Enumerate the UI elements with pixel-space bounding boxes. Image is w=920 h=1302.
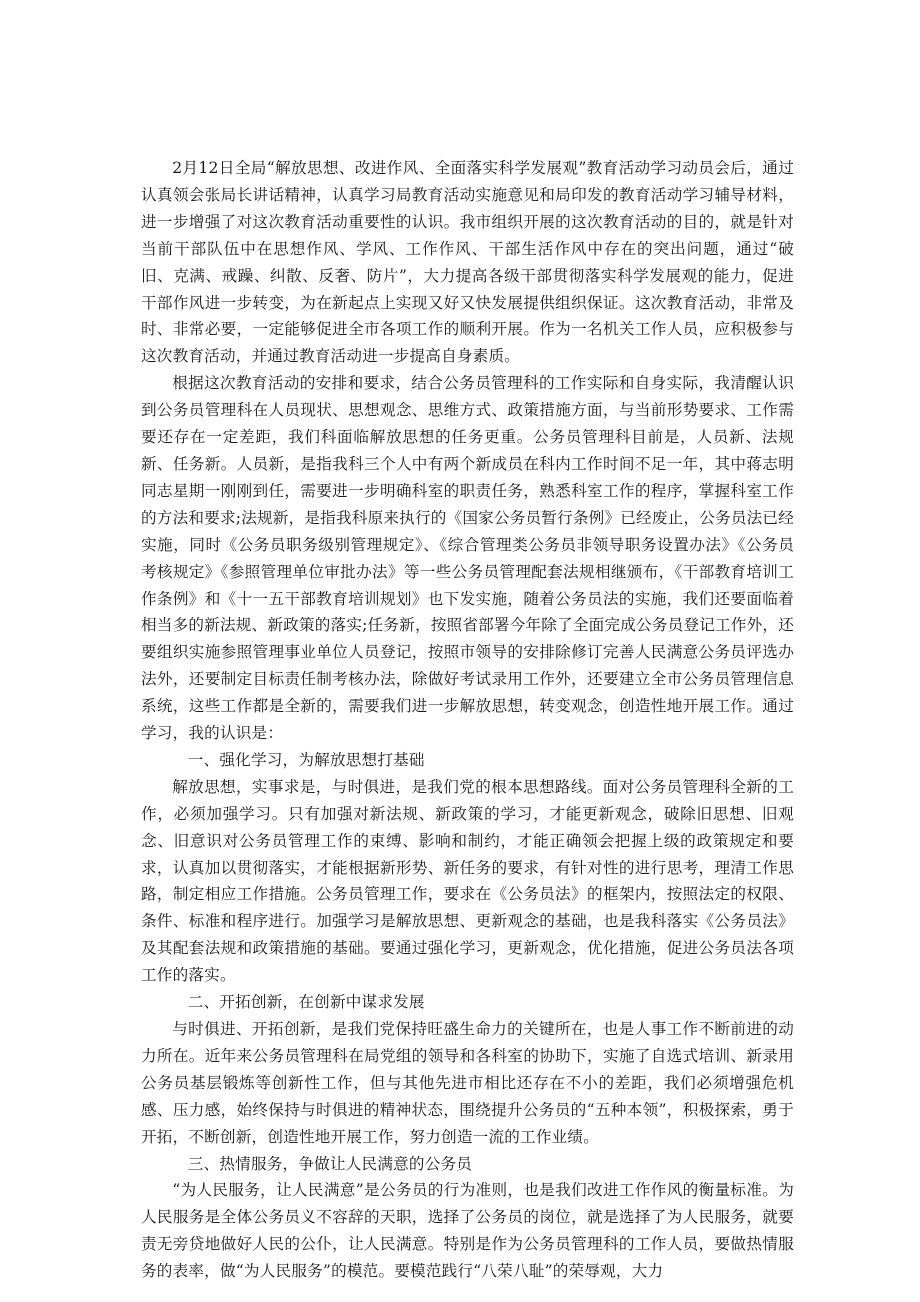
paragraph-situation: 根据这次教育活动的安排和要求，结合公务员管理科的工作实际和自身实际，我清醒认识到公务员管理科在人员现状、思想观念、思维方式、政策措施方面，与当前形势要求、工作需要还存在一定差距，我们科面临解放思想的任务更重。公务员管理科目前是，人员新、法规新、任务新。人员新，是指我科三个人中有两个新成员在科内工作时间不足一年，其中蒋志明同志星期一刚刚到任，需要进一步明确科室的职责任务，熟悉科室工作的程序，掌握科室工作的方法和要求;法规新，是指我科原来执行的《国家公务员暂行条例》已经废止，公务员法已经实施，同时《公务员职务级别管理规定》、《综合管理类公务员非领导职务设置办法》《公务员考核规定》《参照管理单位审批办法》等一些公务员管理配套法规相继颁布，《干部教育培训工作条例》和《十一五干部教育培训规划》也下发实施，随着公务员法的实施，我们还要面临着相当多的新法规、新政策的落实;任务新，按照省部署今年除了全面完成公务员登记工作外，还要组织实施参照管理事业单位人员登记，按照市领导的安排除修订完善人民满意公务员评选办法外，还要制定目标责任制考核办法，除做好考试录用工作外，还要建立全市公务员管理信息系统，这些工作都是全新的，需要我们进一步解放思想，转变观念，创造性地开展工作。通过学习，我的认识是： <box>141 374 794 743</box>
paragraph-innovation: 与时俱进、开拓创新，是我们党保持旺盛生命力的关键所在，也是人事工作不断前进的动力所在。近年来公务员管理科在局党组的领导和各科室的协助下，实施了自选式培训、新录用公务员基层锻炼等创新性工作，但与其他先进市相比还存在不小的差距，我们必须增强危机感、压力感，始终保持与时俱进的精神状态，围绕提升公务员的“五种本领”，积极探索，勇于开拓，不断创新，创造性地开展工作，努力创造一流的工作业绩。 <box>141 1020 794 1146</box>
paragraph-intro: 2月12日全局“解放思想、改进作风、全面落实科学发展观”教育活动学习动员会后，通过认真领会张局长讲话精神，认真学习局教育活动实施意见和局印发的教育活动学习辅导材料，进一步增强了对这次教育活动重要性的认识。我市组织开展的这次教育活动的目的，就是针对当前干部队伍中在思想作风、学风、工作作风、干部生活作风中存在的突出问题，通过“破旧、克满、戒躁、纠散、反奢、防片”，大力提高各级干部贯彻落实科学发展观的能力，促进干部作风进一步转变，为在新起点上实现又好又快发展提供组织保证。这次教育活动，非常及时、非常必要，一定能够促进全市各项工作的顺利开展。作为一名机关工作人员，应积极参与这次教育活动，并通过教育活动进一步提高自身素质。 <box>141 159 794 366</box>
document-body <box>141 155 794 1285</box>
paragraph-study: 解放思想，实事求是，与时俱进，是我们党的根本思想路线。面对公务员管理科全新的工作，必须加强学习。只有加强对新法规、新政策的学习，才能更新观念，破除旧思想、旧观念、旧意识对公务员管理工作的束缚、影响和制约，才能正确领会把握上级的政策规定和要求，认真加以贯彻落实，才能根据新形势、新任务的要求，有针对性的进行思考，理清工作思路，制定相应工作措施。公务员管理工作，要求在《公务员法》的框架内，按照法定的权限、条件、标准和程序进行。加强学习是解放思想、更新观念的基础，也是我科落实《公务员法》及其配套法规和政策措施的基础。要通过强化学习，更新观念，优化措施，促进公务员法各项工作的落实。 <box>141 777 794 985</box>
section-heading-2: 二、开拓创新，在创新中谋求发展 <box>187 993 425 1012</box>
section-heading-1: 一、强化学习，为解放思想打基础 <box>187 750 425 769</box>
section-heading-3: 三、热情服务，争做让人民满意的公务员 <box>187 1154 473 1173</box>
paragraph-service: “为人民服务，让人民满意”是公务员的行为准则，也是我们改进工作作风的衡量标准。为人民服务是全体公务员义不容辞的天职，选择了公务员的岗位，就是选择了为人民服务，就要责无旁贷地做好人民的公仆，让人民满意。特别是作为公务员管理科的工作人员，要做热情服务的表率，做“为人民服务”的模范。要模范践行“八荣八耻”的荣辱观，大力 <box>141 1181 794 1281</box>
